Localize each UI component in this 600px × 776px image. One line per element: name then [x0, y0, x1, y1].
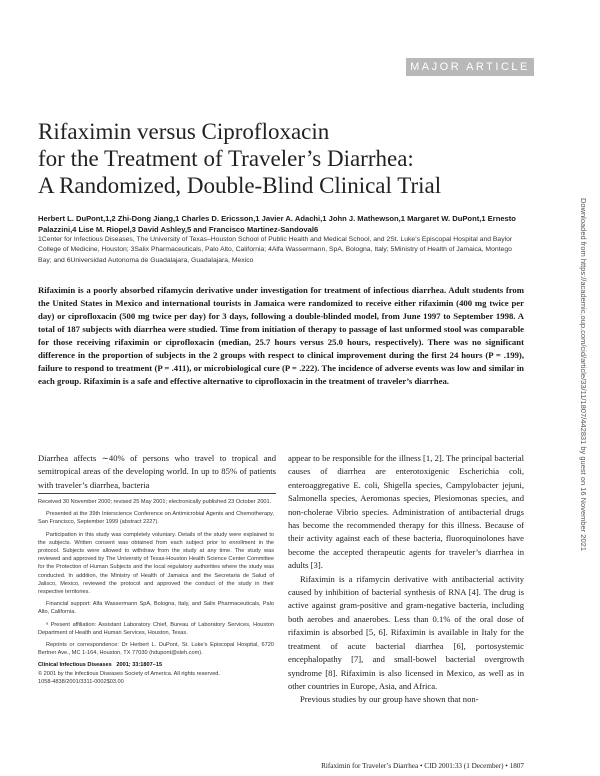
journal-label: Clinical Infectious Diseases	[38, 662, 112, 669]
title-line-1: Rifaximin versus Ciprofloxacin	[38, 119, 330, 144]
body-column-right	[288, 452, 524, 707]
abstract: Rifaximin is a poorly absorbed rifamycin derivative under investigation for treatment of infectious diarrhea. Adult students from the United States in Mexico and international tourists in Jamaica were randomized to receive either rifaximin (400 mg twice per day) or ciprofloxacin (500 mg twice per day) for 3 days, following a double-blinded model, from June 1997 to September 1998. A total of 187 subjects with diarrhea were studied. Time from initiation of therapy to passage of last unformed stool was comparable for those receiving rifaximin or ciprofloxacin (median, 25.7 hours versus 25.0 hours, respectively). There was no significant difference in the proportion of subjects in the 2 groups with respect to clinical improvement during the first 24 hours (P = .199), failure to respond to treatment (P = .411), or microbiological cure (P = .222). The incidence of adverse events was low and similar in each group. Rifaximin is a safe and effective alternative to ciprofloxacin in the treatment of traveler’s diarrhea.	[38, 285, 524, 386]
running-footer: Rifaximin for Traveler’s Diarrhea • CID 2001:33 (1 December) • 1807	[321, 762, 524, 770]
participation-note: Participation in this study was completely voluntary. Details of the study were explained to the subjects. Written consent was obtained from each subject prior to enrollment in the protocol. Subjects were allowed to withdraw from the study at any time. The study was reviewed and approved by The University of Texas-Houston Health Science Center Committee for the Protection of Human Subjects and the local regulatory authorities where the study was conducted. In addition, the Ministry of Health of Jamaica and the Secretaria de Salud of Jalisco, Mexico, reviewed the protocol and approved the conduct of the study in their respective territories.	[38, 531, 274, 596]
body-column-left	[38, 452, 276, 492]
body-paragraph-2: Rifaximin is a rifamycin derivative with antibacterial activity caused by inhibition of bacterial synthesis of RNA [4]. The drug is active against gram-positive and gram-negative bacteria, including both aerobes and anaerobes. Less than 0.1% of the oral dose of rifaximin is absorbed [5, 6]. Rifaximin is available in Italy for the treatment of acute bacterial diarrhea [6], portosystemic encephalopathy [7], and small-bowel bacterial overgrowth syndrome [8]. Rifaximin is also licensed in Mexico, as well as in other countries in Europe, Asia, and Africa.	[288, 573, 524, 691]
body-paragraph-1: appear to be responsible for the illness [1, 2]. The principal bacterial causes of diarrhea are enterotoxigenic Escherichia coli, enteroaggregative E. coli, Shigella species, Campylobacter jejuni, Salmonella species, Aeromonas species, Plesiomonas species, and non-cholerae Vibrio species. Administration of antibacterial drugs has become the recommended therapy for this illness. Because of their activity against each of these bacteria, fluoroquinolones have become the accepted therapeutic agents for traveler’s diarrhea in adults [3].	[288, 453, 524, 571]
journal-citation	[38, 661, 274, 669]
title-line-2: for the Treatment of Traveler’s Diarrhea:	[38, 146, 414, 171]
received-note: Received 30 November 2000; revised 25 May 2001; electronically published 23 October 2001.	[38, 499, 272, 505]
title-line-3: A Randomized, Double-Blind Clinical Trial	[38, 173, 442, 198]
article-title	[38, 118, 508, 199]
issn: 1058-4838/2001/3311-0002$03.00	[38, 678, 124, 685]
copyright: © 2001 by the Infectious Diseases Society of America. All rights reserved.	[38, 670, 220, 677]
footnotes	[38, 498, 274, 690]
section-label: MAJOR ARTICLE	[406, 58, 534, 76]
footnote-rule	[38, 493, 276, 494]
presented-note: Presented at the 39th Interscience Conference on Antimicrobial Agents and Chemotherapy, San Francisco, September 1999 (abstract 2227).	[38, 511, 274, 526]
download-watermark: Downloaded from https://academic.oup.com/cid/article/33/11/1807/442831 by guest on 16 November 2021	[579, 198, 588, 551]
journal-cite: 2001; 33:1807–15	[116, 662, 163, 669]
reprints-note: Reprints or correspondence: Dr Herbert L. DuPont, St. Luke’s Episcopal Hospital, 6720 Bertner Ave., MC 1-164, Houston, TX 77030 (hdupont@sleh.com).	[38, 642, 274, 657]
body-paragraph-3: Previous studies by our group have shown that non-	[300, 694, 479, 705]
affiliations: 1Center for Infectious Diseases, The University of Texas–Houston School of Public Health and Medical School, and 2St. Luke’s Episcopal Hospital and Baylor College of Medicine, Houston; 3Salix Pharmaceuticals, Palo Alto, California; 4Alfa Wassermann, SpA, Bologna, Italy; 5Ministry of Health of Jamaica, Montego Bay; and 6Universidad Autonoma de Guadalajara, Guadalajara, Mexico	[38, 236, 513, 264]
present-affiliation-note: ᵃ Present affiliation: Assistant Laboratory Chief, Bureau of Laboratory Services, Houston Department of Health and Human Services, Houston, Texas.	[38, 621, 274, 636]
financial-note: Financial support: Alfa Wassermann SpA, Bologna, Italy, and Salix Pharmaceuticals, Palo Alto, California.	[38, 601, 274, 616]
intro-paragraph: Diarrhea affects ∼40% of persons who travel to tropical and semitropical areas of the developing world. In up to 85% of patients with traveler’s diarrhea, bacteria	[38, 453, 276, 490]
author-list: Herbert L. DuPont,1,2 Zhi-Dong Jiang,1 Charles D. Ericsson,1 Javier A. Adachi,1 John J. Mathewson,1 Margaret W. DuPont,1 Ernesto Palazzini,4 Lise M. Riopel,3 David Ashley,5 and Francisco Martinez-Sandoval6	[38, 214, 516, 234]
